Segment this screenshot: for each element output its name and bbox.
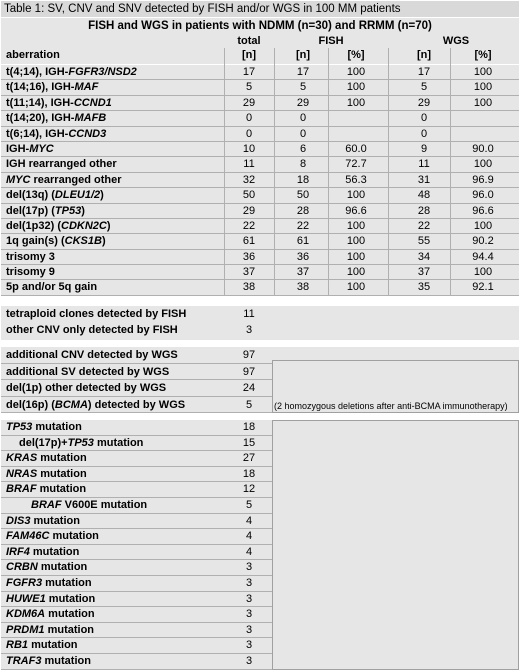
label-part: 1q gain(s) (	[6, 235, 65, 248]
fish-percent	[329, 111, 383, 125]
total-count: 17	[242, 66, 256, 78]
total-count: 37	[242, 266, 256, 279]
fish-count: 22	[296, 219, 310, 232]
total-count: 10	[242, 142, 256, 155]
label-part: BCMA	[54, 398, 88, 411]
label-part: mutation	[45, 608, 95, 621]
header-wgs: WGS	[442, 35, 470, 47]
fish-only-rows	[1, 306, 519, 340]
wgs-percent: 100	[473, 96, 493, 109]
wgs-count: 55	[417, 235, 431, 248]
label-part: ) detected by WGS	[87, 398, 186, 411]
fish-count: 61	[296, 235, 310, 248]
header-total: total	[237, 35, 261, 47]
row-label	[6, 592, 95, 606]
fish-count: 5	[299, 81, 307, 94]
fish-percent: 100	[346, 66, 366, 78]
row-label	[6, 560, 87, 574]
table-row	[1, 306, 519, 322]
header-wgs-n: [n]	[416, 49, 432, 61]
row-label	[6, 420, 82, 434]
table-row	[1, 280, 519, 295]
wgs-count: 0	[420, 127, 428, 140]
column-divider	[450, 48, 451, 296]
label-part: IGH-	[6, 142, 30, 155]
row-label	[6, 127, 106, 141]
total-count: 29	[242, 96, 256, 109]
total-count: 97	[242, 365, 256, 378]
label-part: t(4;14), IGH-	[6, 66, 69, 78]
label-part: BRAF	[6, 483, 37, 496]
fish-percent: 60.0	[345, 142, 367, 155]
fish-count: 6	[299, 142, 307, 155]
wgs-count: 34	[417, 250, 431, 263]
total-count: 97	[242, 349, 256, 361]
fish-count: 18	[296, 173, 310, 186]
label-part: KRAS	[6, 452, 38, 465]
label-part: mutation	[41, 654, 91, 667]
label-part: t(6;14), IGH-	[6, 127, 69, 140]
table-row	[1, 127, 519, 142]
total-count: 18	[242, 421, 256, 433]
label-part: del(17p)+	[19, 436, 68, 449]
table-row	[1, 204, 519, 219]
row-label	[6, 65, 137, 79]
row-label	[6, 482, 86, 496]
wgs-percent: 100	[473, 66, 493, 78]
label-part: TP53	[54, 204, 82, 217]
fish-percent: 56.3	[345, 173, 367, 186]
label-part: mutation	[28, 639, 78, 652]
fish-count: 17	[296, 66, 310, 78]
fish-percent: 100	[346, 235, 366, 248]
row-label	[6, 364, 169, 378]
row-label	[19, 436, 143, 450]
total-count: 3	[245, 324, 253, 336]
wgs-percent: 100	[473, 219, 493, 232]
column-divider	[388, 48, 389, 296]
note-frame	[272, 360, 519, 413]
label-part: del(17p) (	[6, 204, 55, 217]
fish-percent: 100	[346, 189, 366, 202]
label-part: mutation	[36, 483, 87, 496]
row-label: other CNV only detected by FISH	[6, 324, 178, 336]
label-part: DIS3	[6, 514, 31, 527]
row-label	[6, 467, 87, 481]
total-count: 61	[242, 235, 256, 248]
column-divider	[328, 48, 329, 296]
row-label	[6, 234, 106, 248]
wgs-count: 17	[417, 66, 431, 78]
table-header	[1, 18, 519, 64]
label-part: del(13q) (	[6, 189, 55, 202]
label-part: mutation	[30, 514, 80, 527]
row-label	[6, 111, 106, 125]
row-label	[6, 80, 98, 94]
row-divider	[1, 669, 272, 670]
fish-percent: 100	[346, 96, 366, 109]
row-label	[6, 380, 166, 394]
label-part: t(14;20), IGH-	[6, 112, 75, 125]
total-count: 29	[242, 204, 256, 217]
row-label	[6, 347, 178, 361]
fish-percent	[329, 127, 383, 141]
column-divider	[274, 48, 275, 296]
label-part: mutation	[37, 561, 88, 574]
wgs-count: 5	[420, 81, 428, 94]
label-part: DLEU1/2	[54, 189, 101, 202]
label-part: )	[81, 204, 85, 217]
label-part: PRDM1	[6, 623, 45, 636]
total-count: 3	[245, 608, 253, 621]
total-count: 5	[245, 398, 253, 411]
wgs-count: 11	[418, 158, 430, 171]
label-part: BRAF	[31, 498, 62, 511]
wgs-percent	[454, 111, 512, 125]
total-count: 50	[242, 189, 256, 202]
sv-cnv-rows	[1, 65, 519, 296]
label-part: mutation	[32, 421, 82, 433]
label-part: mutation	[44, 623, 95, 636]
label-part: CRBN	[6, 561, 38, 574]
row-label	[6, 638, 78, 652]
wgs-percent: 96.6	[472, 204, 494, 217]
label-part: HUWE1	[6, 592, 46, 605]
total-count: 12	[242, 483, 256, 496]
total-count: 24	[242, 382, 256, 394]
label-part: IRF4	[6, 545, 30, 558]
row-label	[6, 514, 80, 528]
label-part: mutation	[29, 545, 80, 558]
total-count: 3	[245, 654, 253, 667]
label-part: CDKN2C	[61, 219, 107, 232]
wgs-count: 37	[417, 266, 431, 279]
fish-count: 37	[296, 266, 310, 279]
header-wgs-pct: [%]	[474, 49, 492, 61]
row-label	[6, 142, 54, 156]
row-label	[6, 265, 55, 279]
row-label	[6, 545, 79, 559]
label-part: additional CNV detected by WGS	[6, 349, 178, 361]
table-row	[1, 219, 519, 234]
table-row	[1, 250, 519, 265]
table-title: FISH and WGS in patients with NDMM (n=30) and RRMM (n=70)	[88, 20, 432, 32]
table-row	[1, 234, 519, 249]
label-part: t(14;16), IGH-	[6, 81, 75, 94]
total-count: 0	[245, 127, 253, 140]
label-part: 5p and/or 5q gain	[6, 281, 98, 294]
total-count: 15	[242, 436, 256, 449]
row-label	[6, 623, 94, 637]
label-part: del(1p32) (	[6, 219, 62, 232]
label-part: )	[100, 189, 104, 202]
label-part: FGFR3/NSD2	[68, 66, 137, 78]
table-row	[1, 65, 519, 80]
label-part: CKS1B	[64, 235, 102, 248]
table-row	[1, 188, 519, 203]
wgs-count: 9	[420, 142, 428, 155]
total-count: 32	[242, 173, 256, 186]
wgs-percent: 90.2	[472, 235, 494, 248]
label-part: t(11;14), IGH-	[6, 96, 74, 109]
label-part: del(16p) (	[6, 398, 55, 411]
wgs-percent: 90.0	[472, 142, 494, 155]
row-label	[6, 188, 104, 202]
wgs-percent: 100	[473, 266, 493, 279]
wgs-percent: 100	[473, 81, 493, 94]
row-label	[6, 529, 99, 543]
total-count: 11	[243, 158, 255, 171]
label-part: TP53	[67, 436, 94, 449]
fish-count: 0	[299, 127, 307, 140]
header-fish-n: [n]	[295, 49, 311, 61]
wgs-count: 22	[417, 219, 431, 232]
table-row	[1, 173, 519, 188]
label-part: mutation	[37, 467, 87, 480]
total-count: 11	[243, 308, 255, 320]
row-label	[6, 173, 122, 187]
label-part: TP53	[6, 421, 33, 433]
label-part: mutation	[42, 576, 92, 589]
table-caption: Table 1: SV, CNV and SNV detected by FISH and/or WGS in 100 MM patients	[1, 1, 519, 17]
fish-percent: 100	[346, 266, 366, 279]
mutation-frame	[272, 420, 519, 670]
fish-count: 36	[296, 250, 310, 263]
total-count: 3	[245, 639, 253, 652]
label-part: additional SV detected by WGS	[6, 365, 170, 378]
table-row	[1, 80, 519, 95]
total-count: 4	[245, 530, 253, 543]
label-part: RB1	[6, 639, 29, 652]
total-count: 5	[245, 81, 253, 94]
fish-percent: 100	[346, 81, 366, 94]
fish-count: 38	[296, 281, 310, 294]
total-count: 36	[242, 250, 256, 263]
wgs-percent: 96.9	[472, 173, 494, 186]
fish-percent: 100	[346, 250, 366, 263]
mutation-spacer	[1, 413, 519, 419]
label-part: )	[101, 235, 106, 248]
fish-count: 8	[299, 158, 307, 171]
row-label	[6, 96, 112, 110]
label-part: NRAS	[6, 467, 38, 480]
row-label	[6, 204, 85, 218]
row-label	[31, 498, 147, 512]
label-part: CCND3	[68, 127, 107, 140]
label-part: CCND1	[73, 96, 112, 109]
label-part: MYC	[29, 142, 54, 155]
label-part: FGFR3	[6, 576, 43, 589]
header-fish-pct: [%]	[347, 49, 365, 61]
row-label	[6, 157, 117, 171]
label-part: MAFB	[74, 112, 107, 125]
fish-percent: 72.7	[345, 158, 367, 171]
fish-only-spacer	[1, 296, 519, 306]
table-row	[1, 265, 519, 280]
total-count: 3	[245, 561, 253, 574]
wgs-count: 31	[417, 173, 431, 186]
total-count: 27	[242, 452, 256, 465]
row-label	[6, 280, 97, 294]
table-row	[1, 322, 519, 338]
fish-percent: 96.6	[345, 204, 367, 217]
label-part: mutation	[49, 530, 99, 543]
fish-count: 28	[296, 204, 310, 217]
row-label	[6, 250, 55, 264]
total-count: 0	[245, 112, 253, 125]
total-count: 4	[245, 514, 253, 527]
label-part: IGH rearranged other	[6, 158, 117, 171]
table-row	[1, 111, 519, 126]
total-count: 18	[242, 467, 256, 480]
wgs-percent: 94.4	[472, 250, 494, 263]
table-row	[1, 96, 519, 111]
header-fish: FISH	[318, 35, 344, 47]
wgs-count: 0	[420, 112, 428, 125]
label-part: V600E mutation	[61, 498, 148, 511]
bcma-note: (2 homozygous deletions after anti-BCMA immunotherapy)	[274, 400, 508, 411]
wgs-count: 35	[417, 281, 431, 294]
wgs-count: 48	[417, 189, 431, 202]
row-label	[6, 576, 92, 590]
total-count: 38	[242, 281, 256, 294]
label-part: mutation	[93, 436, 144, 449]
row-label	[6, 451, 87, 465]
label-part: trisomy 9	[6, 266, 55, 279]
label-part: MAF	[74, 81, 99, 94]
total-count: 22	[242, 219, 256, 232]
fish-percent: 100	[346, 281, 366, 294]
wgs-percent	[454, 127, 512, 141]
label-part: mutation	[45, 592, 96, 605]
fish-count: 29	[296, 96, 310, 109]
label-part: )	[106, 219, 111, 232]
row-label	[6, 607, 95, 621]
row-label	[6, 219, 111, 233]
table-row	[1, 142, 519, 157]
wgs-count: 28	[417, 204, 431, 217]
wgs-count: 29	[417, 96, 431, 109]
label-part: trisomy 3	[6, 250, 55, 263]
total-count: 4	[245, 545, 253, 558]
label-part: KDM6A	[6, 608, 46, 621]
total-count: 3	[245, 592, 253, 605]
label-part: MYC	[6, 173, 31, 186]
fish-count: 0	[299, 112, 307, 125]
total-count: 5	[245, 498, 253, 511]
wgs-percent: 100	[473, 158, 493, 171]
row-label	[6, 654, 91, 668]
table-row	[1, 157, 519, 172]
total-count: 3	[245, 623, 253, 636]
wgs-only-spacer	[1, 340, 519, 346]
wgs-percent: 92.1	[472, 281, 494, 294]
header-total-n: [n]	[241, 49, 257, 61]
fish-count: 50	[296, 189, 310, 202]
wgs-percent: 96.0	[472, 189, 494, 202]
header-aberration: aberration	[6, 49, 60, 61]
label-part: rearranged other	[30, 173, 122, 186]
label-part: FAM46C	[6, 530, 50, 543]
column-divider	[224, 48, 225, 296]
row-label: tetraploid clones detected by FISH	[6, 308, 187, 320]
fish-percent: 100	[346, 219, 366, 232]
row-label	[6, 397, 185, 411]
label-part: mutation	[37, 452, 87, 465]
label-part: del(1p) other detected by WGS	[6, 382, 167, 394]
total-count: 3	[245, 576, 253, 589]
label-part: TRAF3	[6, 654, 42, 667]
